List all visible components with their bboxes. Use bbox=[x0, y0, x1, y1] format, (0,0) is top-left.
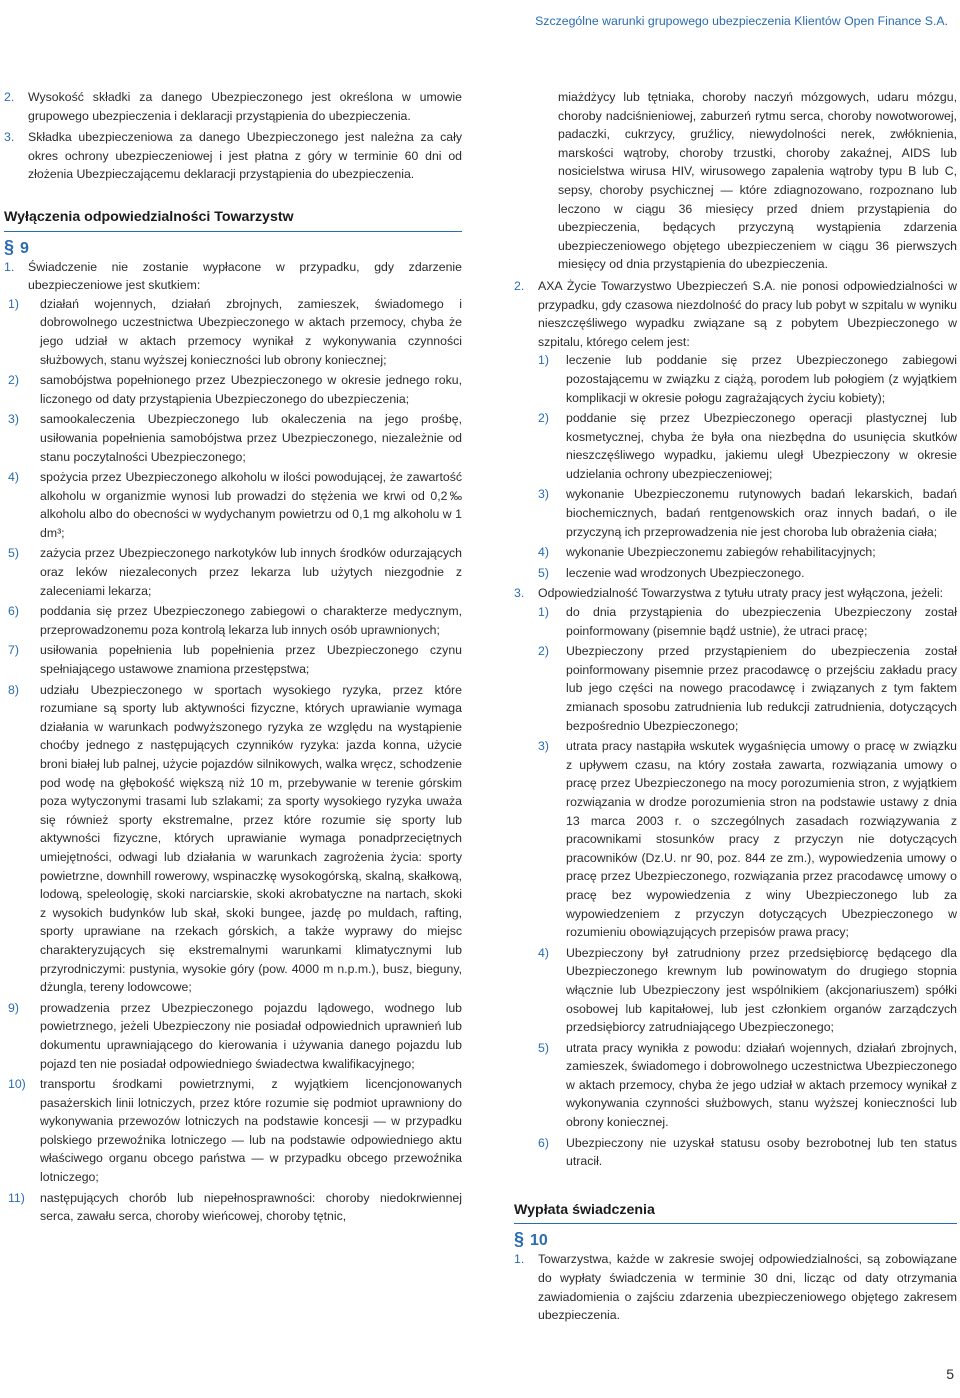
item-number: 3. bbox=[514, 586, 525, 601]
subitem-text: leczenie lub poddanie się przez Ubezpieczonego zabiegowi pozostającemu w związku z ciążą, porodem lub połogiem (z wyjątkiem komplikacji w okresie połogu zagrażających życiu kobiety); bbox=[566, 353, 957, 405]
sublist-item bbox=[8, 410, 462, 466]
subitem-number: 4) bbox=[538, 545, 549, 560]
subitem-number: 1) bbox=[538, 605, 549, 620]
item-text: AXA Życie Towarzystwo Ubezpieczeń S.A. nie ponosi odpowiedzialności w przypadku, gdy czasowa niezdolność do pracy lub pobyt w szpitalu w wyniku nieszczęśliwego wypadku związane są z pobytem Ubezpieczonego w szpitalu, którego celem jest: bbox=[538, 278, 957, 349]
paragraph-mark bbox=[514, 1230, 957, 1250]
subitem-text: leczenie wad wrodzonych Ubezpieczonego. bbox=[566, 565, 805, 580]
subitem-number: 1) bbox=[8, 296, 19, 311]
subitem-text: Ubezpieczony był zatrudniony przez przedsiębiorcę będącego dla Ubezpieczonego krewnym lub powinowatym do drugiego stopnia włącznie lub Ubezpieczony jest wspólnikiem (akcjonariuszem) spółki osobowej lub kapitałowej, lub jest członkiem organów zarządczych przedsiębiorcy zatrudniającego Ubezpieczonego; bbox=[566, 945, 957, 1035]
subitem-text: poddania się przez Ubezpieczonego zabiegowi o charakterze medycznym, przeprowadzonemu poza kontrolą lekarza lub innych osób uprawnionych; bbox=[40, 604, 462, 637]
item-text: Świadczenie nie zostanie wypłacone w przypadku, gdy zdarzenie ubezpieczeniowe jest skutkiem: bbox=[28, 259, 462, 293]
subitem-number: 6) bbox=[538, 1135, 549, 1150]
sublist-item bbox=[8, 641, 462, 678]
sublist bbox=[538, 351, 957, 582]
left-column bbox=[4, 88, 462, 1228]
item-number: 2. bbox=[514, 278, 525, 293]
subitem-text: poddanie się przez Ubezpieczonego operacji plastycznej lub kosmetycznej, chyba że była ona niezbędna do usunięcia skutków nieszczęśliwego wypadku, jakiemu uległ Ubezpieczony w okresie udzielania ochrony ubezpieczeniowej; bbox=[566, 411, 957, 481]
continued-text: miażdżycy lub tętniaka, choroby naczyń mózgowych, udaru mózgu, choroby nadciśnieniowej, zaburzeń rytmu serca, choroby nowotworowej, padaczki, cukrzycy, gruźlicy, niewydolności nerek, zwłóknienia, marskości wątroby, choroby trzustki, choroby zakaźnej, AIDS lub nosicielstwa wirusa HIV, wirusowego zapalenia wątroby typu B lub C, sepsy, choroby psychicznej — które zdiagnozowano, rozpoznano lub leczono w ciągu 36 miesięcy przed dniem przystąpienia do ubezpieczenia, będących przyczyną wystąpienia zdarzenia ubezpieczeniowego objętego ubezpieczeniem w ciągu 36 pierwszych miesięcy od dnia przystąpienia do ubezpieczenia. bbox=[558, 90, 957, 272]
subitem-text: spożycia przez Ubezpieczonego alkoholu w ilości powodującej, że zawartość alkoholu w organizmie wynosi lub prowadzi do stężenia we krwi od 0,2‰ alkoholu albo do obecności w wydychanym powietrzu od 0,1 mg alkoholu w 1 dm³; bbox=[40, 470, 462, 540]
paragraph-mark bbox=[4, 238, 462, 258]
sublist-item bbox=[8, 602, 462, 639]
paragraph-number: 9 bbox=[20, 239, 29, 257]
subitem-text: Ubezpieczony przed przystąpieniem do ubezpieczenia został poinformowany pisemnie przez pracodawcę o przejściu zakładu pracy lub jego części na nowego pracodawcę i związanych z tym faktem zmianach sposobu zatrudnienia lub redukcji zatrudnienia, dotyczących bezpośrednio Ubezpieczonego; bbox=[566, 644, 957, 733]
subitem-number: 1) bbox=[538, 353, 549, 368]
list-item bbox=[4, 258, 462, 295]
section-sign: § bbox=[4, 236, 15, 257]
sublist-item bbox=[538, 737, 957, 942]
subitem-text: udziału Ubezpieczonego w sportach wysokiego ryzyka, przez które rozumiane są sporty lub aktywności fizyczne, których uprawianie wymaga działania w warunkach podwyższonego ryzyka ze względu na wystąpienie choćby jednego z następujących czynników ryzyka: jazda konna, użycie broni białej lub palnej, użycie pojazdów silnikowych, walka wręcz, schodzenie pod wodę na głębokość większą niż 10 m, przebywanie w terenie górskim poza wytyczonymi trasami lub szlakami; za sporty wysokiego ryzyka uważa się również sporty ekstremalne, przez które rozumie się sporty lub aktywności fizyczne, których uprawianie wymaga ponadprzeciętnych umiejętności, odwagi lub działania w warunkach zagrożenia życia: sporty powietrzne, downhill rowerowy, wspinaczkę wysokogórską, skalną, skałkową, lodową, speleologię, skoki narciarskie, skoki akrobatyczne na nartach, skoki z wysokich budynków lub skał, skoki bungee, jazdę po muldach, rafting, sporty uprawiane na rzekach górskich, a także wyprawy do miejsc charakteryzujących się ekstremalnymi warunkami klimatycznymi lub przyrodniczymi: pustynia, wysokie góry (pow. 4000 m n.p.m.), busz, bieguny, dżungla, tereny lodowcowe; bbox=[40, 682, 462, 995]
sublist-item bbox=[538, 543, 957, 562]
subitem-number: 6) bbox=[8, 604, 19, 619]
sublist bbox=[538, 603, 957, 1171]
sublist-item bbox=[8, 1189, 462, 1226]
sublist-item bbox=[8, 295, 462, 369]
item-text: Wysokość składki za danego Ubezpieczonego jest określona w umowie grupowego ubezpieczenia i deklaracji przystąpienia do ubezpieczenia. bbox=[28, 90, 462, 123]
subitem-text: samookaleczenia Ubezpieczonego lub okaleczenia na jego prośbę, usiłowania popełnienia samobójstwa przez Ubezpieczonego, niezależnie od stanu poczytalności Ubezpieczonego; bbox=[40, 412, 462, 464]
item-text: Odpowiedzialność Towarzystwa z tytułu utraty pracy jest wyłączona, jeżeli: bbox=[538, 586, 944, 601]
right-column bbox=[514, 88, 957, 1325]
subitem-text: utrata pracy wynikła z powodu: działań wojennych, działań zbrojnych, zamieszek, świadomego i dobrowolnego uczestnictwa Ubezpieczonego w aktach przemocy, chyba że jego udział w aktach przemocy wynikał z wykonywania czynności służbowych, stanu wyższej konieczności lub obrony koniecznej. bbox=[566, 1040, 957, 1130]
paragraph-number: 10 bbox=[530, 1232, 548, 1250]
item-number: 1. bbox=[514, 1252, 525, 1267]
subitem-number: 9) bbox=[8, 1000, 19, 1015]
subitem-number: 4) bbox=[538, 945, 549, 960]
sublist-item bbox=[8, 999, 462, 1073]
list-item bbox=[4, 88, 462, 125]
subitem-number: 2) bbox=[538, 411, 549, 426]
sublist-item bbox=[538, 1134, 957, 1171]
item-number: 2. bbox=[4, 90, 15, 104]
subitem-number: 2) bbox=[8, 373, 19, 388]
sublist-item bbox=[538, 642, 957, 735]
subitem-text: Ubezpieczony nie uzyskał statusu osoby bezrobotnej lub ten status utracił. bbox=[566, 1135, 957, 1169]
subitem-text: wykonanie Ubezpieczonemu rutynowych badań lekarskich, badań biochemicznych, badań rentgenowskich oraz innych badań, o ile przyczyną ich przeprowadzenia nie jest choroba lub obrażenia ciała; bbox=[566, 487, 957, 539]
sublist-item bbox=[8, 468, 462, 542]
subitem-text: transportu środkami powietrznymi, z wyjątkiem licencjonowanych pasażerskich linii lotniczych, przez które rozumie się podmiot uprawniony do wykonywania przewozów lotniczych na podstawie koncesji — w przypadku polskiego przewoźnika lotniczego — lub na podstawie odpowiedniego aktu właściwego organu obcego państwa — w przypadku obcego przewoźnika lotniczego; bbox=[40, 1077, 462, 1185]
sublist-item bbox=[8, 1075, 462, 1187]
sublist-item bbox=[538, 351, 957, 407]
sublist-item bbox=[538, 564, 957, 583]
subitem-number: 5) bbox=[538, 1040, 549, 1055]
subitem-text: wykonanie Ubezpieczonemu zabiegów rehabilitacyjnych; bbox=[566, 545, 876, 560]
sublist-item bbox=[538, 944, 957, 1037]
list-item bbox=[514, 1250, 957, 1324]
subitem-number: 7) bbox=[8, 643, 19, 658]
subitem-text: działań wojennych, działań zbrojnych, zamieszek, świadomego i dobrowolnego uczestnictwa Ubezpieczonego w aktach przemocy, chyba że jego udział w aktach przemocy wynikał z wykonywania czynności służbowych, stanu wyższej konieczności lub obrony koniecznej; bbox=[40, 296, 462, 367]
list-item bbox=[514, 277, 957, 351]
subitem-text: prowadzenia przez Ubezpieczonego pojazdu lądowego, wodnego lub powietrznego, jeżeli Ubezpieczony nie posiadał odpowiednich uprawnień lub dokumentu uprawniającego do kierowania i używania danego pojazdu lub pojazd ten nie posiadał odpowiedniego świadectwa kwalifikacyjnego; bbox=[40, 1000, 462, 1071]
subitem-number: 3) bbox=[8, 412, 19, 427]
subitem-text: utrata pracy nastąpiła wskutek wygaśnięcia umowy o pracę w związku z upływem czasu, na który została zawarta, rozwiązania umowy o pracę przez Ubezpieczonego na mocy porozumienia stron, z wyjątkiem rozwiązania w drodze porozumienia stron na podstawie ustawy z dnia 13 marca 2003 r. o szczególnych zasadach rozwiązywania z pracownikami stosunków pracy z przyczyn nie dotyczących pracowników (Dz.U. nr 90, poz. 844 ze zm.), wypowiedzenia umowy o pracę przez Ubezpieczonego, rozwiązania przez pracodawcę umowy o pracę bez wypowiedzenia z winy Ubezpieczonego lub za wypowiedzeniem z przyczyn dotyczących Ubezpieczonego w rozumieniu obowiązujących przepisów prawa pracy; bbox=[566, 739, 957, 940]
subitem-number: 4) bbox=[8, 470, 19, 485]
sublist-item bbox=[8, 371, 462, 408]
subitem-text: usiłowania popełnienia lub popełnienia przez Ubezpieczonego czynu spełniającego ustawowe znamiona przestępstwa; bbox=[40, 643, 462, 677]
subitem-number: 3) bbox=[538, 739, 549, 754]
section-sign: § bbox=[514, 1229, 525, 1250]
sublist-item bbox=[538, 485, 957, 541]
subitem-number: 11) bbox=[8, 1190, 25, 1205]
section-title-exclusions: Wyłączenia odpowiedzialności Towarzystw bbox=[4, 208, 462, 232]
list-item bbox=[514, 584, 957, 603]
page-number: 5 bbox=[946, 1366, 954, 1383]
item-number: 3. bbox=[4, 130, 15, 145]
subitem-text: samobójstwa popełnionego przez Ubezpieczonego w okresie jednego roku, liczonego od daty przystąpienia Ubezpieczonego do ubezpieczenia; bbox=[40, 373, 462, 406]
document-header: Szczególne warunki grupowego ubezpieczenia Klientów Open Finance S.A. bbox=[535, 14, 948, 28]
subitem-number: 10) bbox=[8, 1077, 26, 1092]
sublist-item bbox=[538, 603, 957, 640]
sublist bbox=[8, 295, 462, 1226]
subitem-text: zażycia przez Ubezpieczonego narkotyków lub innych środków odurzających oraz leków niezaleconych przez lekarza lub użytych niezgodnie z zaleceniami lekarza; bbox=[40, 546, 462, 598]
subitem-number: 5) bbox=[8, 546, 19, 561]
subitem-number: 3) bbox=[538, 487, 549, 502]
list-item bbox=[4, 128, 462, 184]
item-text: Składka ubezpieczeniowa za danego Ubezpieczonego jest należna za cały okres ochrony ubezpieczeniowej i jest płatna z góry w terminie 60 dni od złożenia Ubezpieczającemu deklaracji przystąpienia do ubezpieczenia. bbox=[28, 130, 462, 182]
item-text: Towarzystwa, każde w zakresie swojej odpowiedzialności, są zobowiązane do wypłaty świadczenia w terminie 30 dni, licząc od daty otrzymania zawiadomienia o zajściu zdarzenia ubezpieczeniowego objętego zakresem ubezpieczenia. bbox=[538, 1252, 957, 1323]
subitem-text: do dnia przystąpienia do ubezpieczenia Ubezpieczony został poinformowany (pisemnie bądź ustnie), że utraci pracę; bbox=[566, 605, 957, 638]
subitem-number: 8) bbox=[8, 682, 19, 697]
subitem-number: 5) bbox=[538, 565, 549, 580]
sublist-item bbox=[8, 544, 462, 600]
subitem-number: 2) bbox=[538, 644, 549, 659]
sublist-item bbox=[538, 1039, 957, 1132]
sublist-item bbox=[538, 409, 957, 483]
subitem-text: następujących chorób lub niepełnosprawności: choroby niedokrwiennej serca, zawału serca, choroby wieńcowej, choroby tętnic, bbox=[40, 1190, 462, 1224]
section-title-payout: Wypłata świadczenia bbox=[514, 1201, 957, 1225]
sublist-item bbox=[8, 681, 462, 997]
item-number: 1. bbox=[4, 259, 15, 274]
